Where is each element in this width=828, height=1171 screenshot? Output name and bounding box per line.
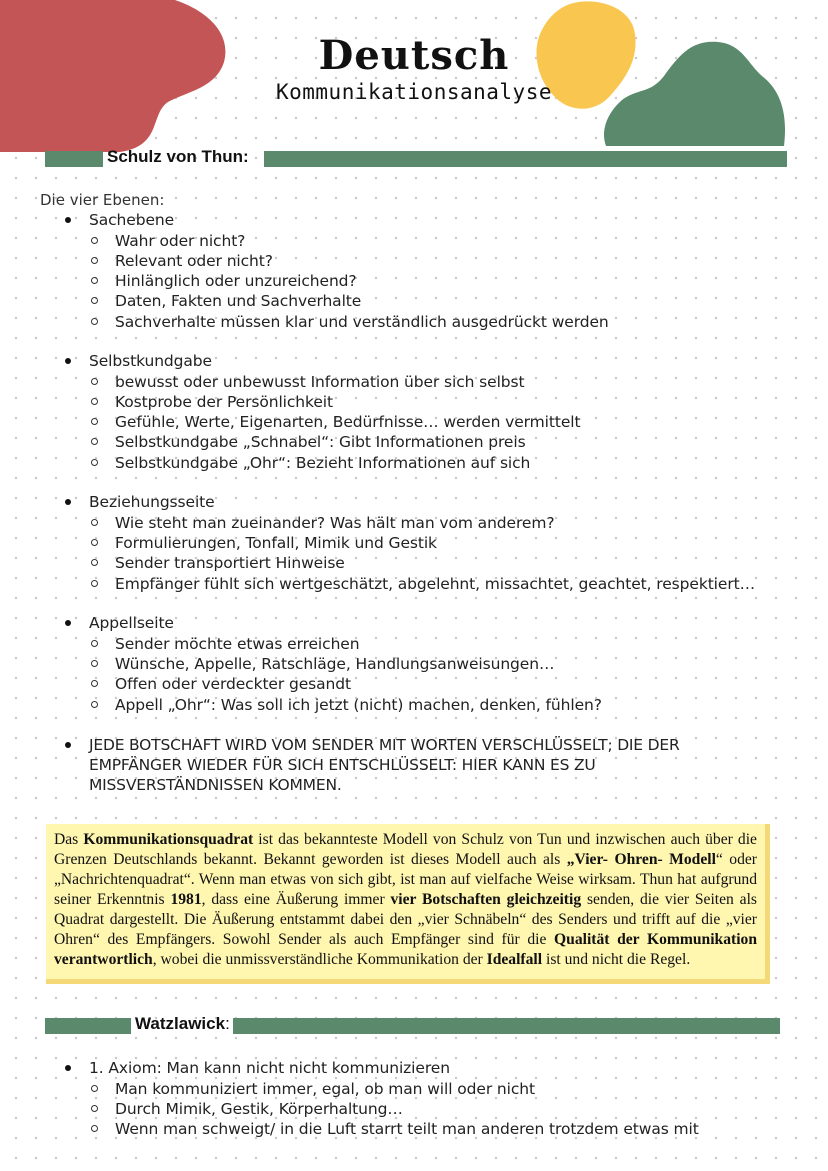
- caps-note: JEDE BOTSCHAFT WIRD VOM SENDER MIT WORTEN VERSCHLÜSSELT; DIE DER EMPFÄNGER WIEDER FÜR SICH ENTSCHLÜSSELT: HIER KANN ES ZU MISSVERSTÄNDNISSEN KOMMEN.: [89, 736, 680, 794]
- info-bold: „Vier- Ohren- Modell: [566, 851, 716, 868]
- page-subtitle: Kommunikationsanalyse: [275, 80, 552, 104]
- info-bold: 1981: [170, 891, 202, 908]
- list-item: Wünsche, Appelle, Ratschläge, Handlungsanweisungen…: [115, 655, 555, 673]
- list-item: Relevant oder nicht?: [115, 252, 273, 270]
- axiom-1-text: Man kann nicht nicht kommunizieren: [161, 1059, 450, 1077]
- watzlawick-name: Watzlawick: [135, 1014, 226, 1033]
- bullet-dot: [65, 358, 71, 364]
- list-item: Daten, Fakten und Sachverhalte: [115, 292, 362, 310]
- section-bar-right: [264, 151, 787, 167]
- section-heading-watzlawick: [135, 1014, 230, 1034]
- info-text: senden, die vier Seiten als Quadrat dargestellt. Die Äußerung entstammt dabei den „vier Schnäbeln“ des Senders und trifft auf die „vier Ohren“ des Empfängers. Sowohl Sender als auch Empfänger sind für die: [54, 891, 757, 948]
- info-box: [46, 824, 770, 984]
- level-title-beziehungsseite: Beziehungsseite: [89, 493, 215, 511]
- list-item: Wie steht man zueinander? Was hält man vom anderem?: [115, 514, 555, 532]
- sub-bullet-circle: [91, 1085, 98, 1092]
- intro-text: Die vier Ebenen:: [40, 191, 165, 209]
- list-item: Sachverhalte müssen klar und verständlich ausgedrückt werden: [115, 313, 609, 331]
- section-bar-right: [233, 1018, 780, 1034]
- list-item: Durch Mimik, Gestik, Körperhaltung…: [115, 1100, 403, 1118]
- section-bar-left: [45, 1018, 131, 1034]
- list-item: Appell „Ohr“: Was soll ich jetzt (nicht) machen, denken, fühlen?: [115, 696, 602, 714]
- sub-bullet-circle: [91, 1105, 98, 1112]
- list-item: Empfänger fühlt sich wertgeschätzt, abgelehnt, missachtet, geachtet, respektiert…: [115, 575, 755, 593]
- list-item: Offen oder verdeckter gesandt: [115, 675, 351, 693]
- sub-bullet-circle: [91, 277, 98, 284]
- list-item: Man kommuniziert immer, egal, ob man will oder nicht: [115, 1080, 535, 1098]
- sub-bullet-circle: [91, 459, 98, 466]
- sub-bullet-circle: [91, 539, 98, 546]
- info-text: ist und nicht die Regel.: [542, 951, 691, 968]
- sub-bullet-circle: [91, 580, 98, 587]
- info-bold: vier Botschaften gleichzeitig: [390, 891, 582, 908]
- watzlawick-colon: :: [225, 1014, 230, 1033]
- list-item: Wenn man schweigt/ in die Luft starrt teilt man anderen trotzdem etwas mit: [115, 1120, 699, 1138]
- sub-bullet-circle: [91, 418, 98, 425]
- list-item: Sender transportiert Hinweise: [115, 554, 345, 572]
- list-item: bewusst oder unbewusst Information über sich selbst: [115, 373, 525, 391]
- info-text: , dass eine Äußerung immer: [201, 891, 391, 908]
- level-title-sachebene: Sachebene: [89, 211, 175, 229]
- level-title-selbstkundgabe: Selbstkundgabe: [89, 352, 212, 370]
- info-bold: Idealfall: [486, 951, 543, 968]
- bullet-dot: [65, 217, 71, 223]
- info-bold: Qualität der Kommunikation verantwortlich: [54, 931, 757, 968]
- section-bar-left: [45, 151, 103, 167]
- list-item: Selbstkundgabe „Schnabel“: Gibt Informationen preis: [115, 433, 526, 451]
- page-title: Deutsch: [318, 32, 510, 79]
- list-item: Gefühle, Werte, Eigenarten, Bedürfnisse… werden vermittelt: [115, 413, 581, 431]
- bullet-dot: [65, 742, 71, 748]
- axiom-1-label: 1. Axiom:: [89, 1059, 162, 1077]
- sub-bullet-circle: [91, 398, 98, 405]
- sub-bullet-circle: [91, 701, 98, 708]
- sub-bullet-circle: [91, 318, 98, 325]
- list-item: Sender möchte etwas erreichen: [115, 635, 360, 653]
- section-header-watzlawick: [0, 1014, 828, 1034]
- sub-bullet-circle: [91, 297, 98, 304]
- sub-bullet-circle: [91, 378, 98, 385]
- sub-bullet-circle: [91, 640, 98, 647]
- list-item: Kostprobe der Persönlichkeit: [115, 393, 333, 411]
- info-text: Das: [54, 831, 84, 848]
- list-item: Formulierungen, Tonfall, Mimik und Gestik: [115, 534, 437, 552]
- sub-bullet-circle: [91, 660, 98, 667]
- sub-bullet-circle: [91, 257, 98, 264]
- list-item: Selbstkundgabe „Ohr“: Bezieht Informationen auf sich: [115, 454, 531, 472]
- info-bold: Kommunikationsquadrat: [83, 831, 254, 848]
- sub-bullet-circle: [91, 680, 98, 687]
- sub-bullet-circle: [91, 237, 98, 244]
- section-heading-schulz: Schulz von Thun:: [107, 147, 249, 166]
- list-item: Wahr oder nicht?: [115, 232, 246, 250]
- info-text: ist das bekannteste Modell von Schulz von Tun und inzwischen auch über die Grenzen Deutschlands bekannt. Bekannt geworden ist dieses Modell auch als: [54, 831, 757, 868]
- section-header-schulz: [0, 147, 828, 167]
- axiom-1: [89, 1058, 450, 1078]
- sub-bullet-circle: [91, 519, 98, 526]
- info-text: , wobei die unmissverständliche Kommunikation der: [152, 951, 487, 968]
- bullet-dot: [65, 1065, 71, 1071]
- bullet-dot: [65, 499, 71, 505]
- sub-bullet-circle: [91, 559, 98, 566]
- sub-bullet-circle: [91, 438, 98, 445]
- info-text: “ oder „Nachrichtenquadrat“. Wenn man etwas von sich gibt, ist man auf vielfache Weise wirksam. Thun hat aufgrund seiner Erkenntnis: [54, 851, 758, 908]
- sub-bullet-circle: [91, 1125, 98, 1132]
- level-title-appellseite: Appellseite: [89, 614, 174, 632]
- list-item: Hinlänglich oder unzureichend?: [115, 272, 357, 290]
- bullet-dot: [65, 620, 71, 626]
